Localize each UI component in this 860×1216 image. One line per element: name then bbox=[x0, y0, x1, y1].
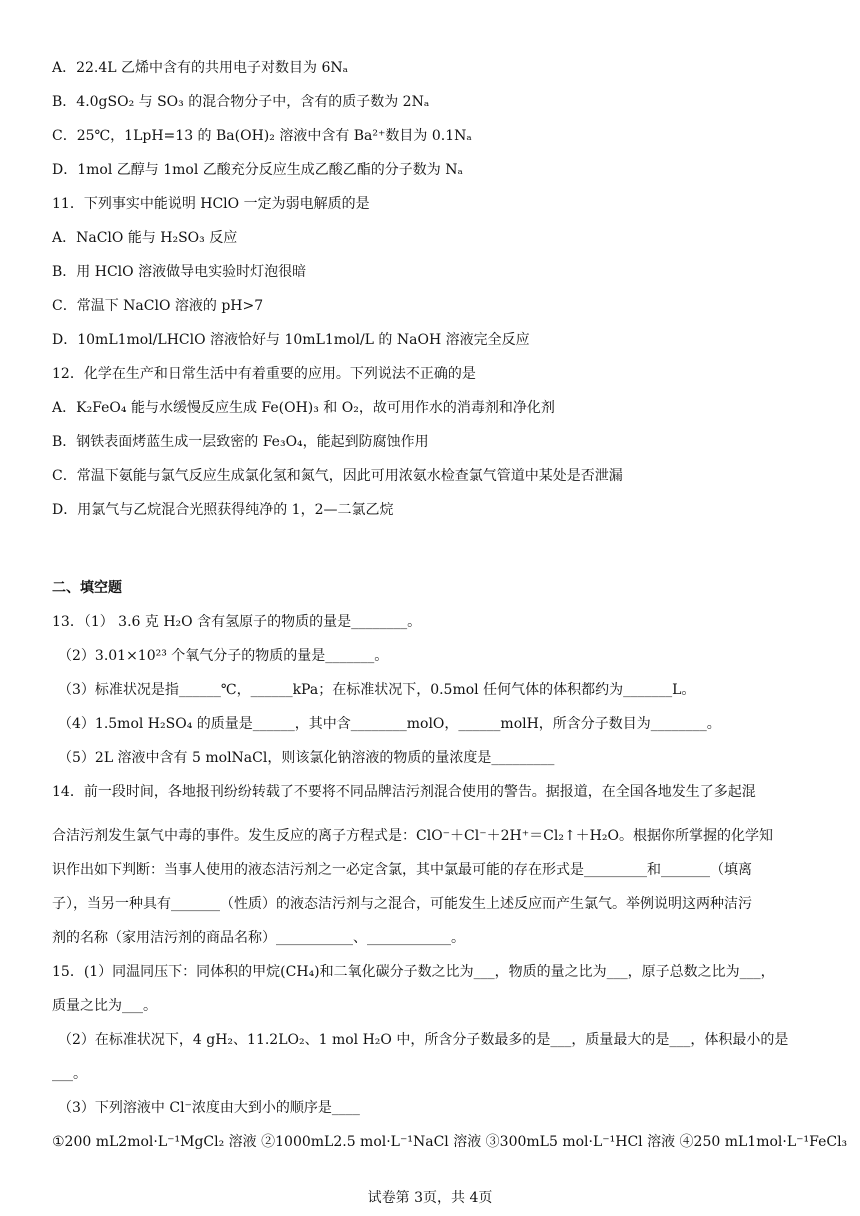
q15-line-6: ①200 mL2mol·L⁻¹MgCl₂ 溶液 ②1000mL2.5 mol·L⁻¹NaCl 溶液 ③300mL5 mol·L⁻¹HCl 溶液 ④250 mL1mol·L⁻¹FeCl₃ bbox=[52, 1134, 848, 1150]
q15-line-3: （2）在标准状况下，4 gH₂、11.2LO₂、1 mol H₂O 中，所含分子数最多的是___，质量最大的是___，体积最小的是 bbox=[58, 1032, 789, 1048]
q12-option-d: D．用氯气与乙烷混合光照获得纯净的 1，2—二氯乙烷 bbox=[52, 502, 394, 518]
q13-line-3: （3）标准状况是指______℃，______kPa；在标准状况下，0.5mol 任何气体的体积都约为_______L。 bbox=[58, 682, 696, 698]
q12-option-c: C．常温下氨能与氯气反应生成氯化氢和氮气，因此可用浓氨水检查氯气管道中某处是否泄漏 bbox=[52, 468, 623, 484]
q12-stem: 12．化学在生产和日常生活中有着重要的应用。下列说法不正确的是 bbox=[52, 366, 476, 382]
q14-line-1: 14．前一段时间，各地报刊纷纷转载了不要将不同品牌洁污剂混合使用的警告。据报道，在全国各地发生了多起混 bbox=[52, 784, 756, 800]
q13-line-1: 13．（1） 3.6 克 H₂O 含有氢原子的物质的量是________。 bbox=[52, 614, 422, 630]
q14-line-5: 剂的名称（家用洁污剂的商品名称）___________、____________。 bbox=[52, 930, 465, 946]
q15-line-1: 15．(1）同温同压下：同体积的甲烷(CH₄)和二氧化碳分子数之比为___，物质的量之比为___，原子总数之比为___， bbox=[52, 964, 775, 980]
q10-option-d: D．1mol 乙醇与 1mol 乙酸充分反应生成乙酸乙酯的分子数为 Nₐ bbox=[52, 162, 463, 178]
q15-line-5: （3）下列溶液中 Cl⁻浓度由大到小的顺序是____ bbox=[58, 1100, 360, 1116]
q13-line-2: （2）3.01×10²³ 个氧气分子的物质的量是_______。 bbox=[58, 648, 389, 664]
q13-line-4: （4）1.5mol H₂SO₄ 的质量是______，其中含________molO，______molH，所含分子数目为________。 bbox=[58, 716, 721, 732]
q11-stem: 11．下列事实中能说明 HClO 一定为弱电解质的是 bbox=[52, 196, 370, 212]
q11-option-a: A．NaClO 能与 H₂SO₃ 反应 bbox=[52, 230, 238, 246]
q10-option-c: C．25℃，1LpH=13 的 Ba(OH)₂ 溶液中含有 Ba²⁺数目为 0.1Nₐ bbox=[52, 128, 472, 144]
q10-option-b: B．4.0gSO₂ 与 SO₃ 的混合物分子中，含有的质子数为 2Nₐ bbox=[52, 94, 430, 110]
q13-line-5: （5）2L 溶液中含有 5 molNaCl，则该氯化钠溶液的物质的量浓度是_________ bbox=[58, 750, 555, 766]
q12-option-b: B．钢铁表面烤蓝生成一层致密的 Fe₃O₄，能起到防腐蚀作用 bbox=[52, 434, 429, 450]
q12-option-a: A．K₂FeO₄ 能与水缓慢反应生成 Fe(OH)₃ 和 O₂，故可用作水的消毒剂和净化剂 bbox=[52, 400, 555, 416]
q11-option-b: B．用 HClO 溶液做导电实验时灯泡很暗 bbox=[52, 264, 307, 280]
section-title: 二、填空题 bbox=[52, 580, 122, 596]
q14-line-3: 识作出如下判断：当事人使用的液态洁污剂之一必定含氯，其中氯最可能的存在形式是_________和_______（填离 bbox=[52, 862, 752, 878]
q14-line-4: 子），当另一种具有_______（性质）的液态洁污剂与之混合，可能发生上述反应而产生氯气。举例说明这两种洁污 bbox=[52, 896, 752, 912]
q11-option-c: C．常温下 NaClO 溶液的 pH>7 bbox=[52, 298, 264, 314]
q15-line-4: ___。 bbox=[52, 1066, 87, 1082]
q15-line-2: 质量之比为___。 bbox=[52, 998, 157, 1014]
page-footer: 试卷第 3页，共 4页 bbox=[367, 1190, 493, 1206]
q14-line-2: 合洁污剂发生氯气中毒的事件。发生反应的离子方程式是：ClO⁻＋Cl⁻＋2H⁺＝Cl₂↑＋H₂O。根据你所掌握的化学知 bbox=[52, 828, 773, 844]
q10-option-a: A．22.4L 乙烯中含有的共用电子对数目为 6Nₐ bbox=[52, 60, 349, 76]
q11-option-d: D．10mL1mol/LHClO 溶液恰好与 10mL1mol/L 的 NaOH 溶液完全反应 bbox=[52, 332, 530, 348]
